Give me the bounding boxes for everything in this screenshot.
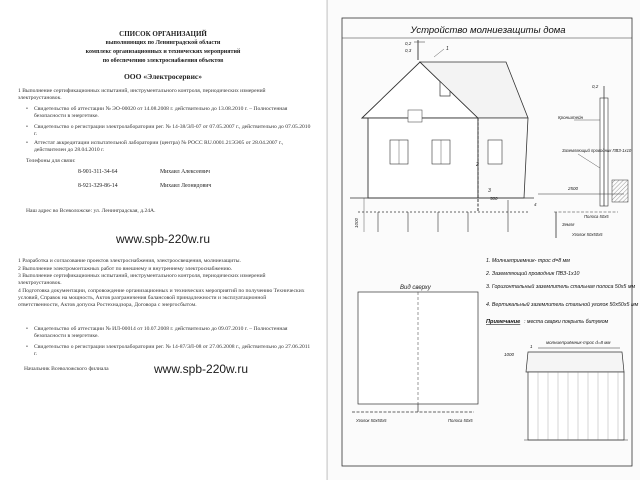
- attic-window: [408, 110, 422, 122]
- website-link[interactable]: www.spb-220w.ru: [154, 362, 249, 376]
- cert-item: • Аттестат аккредитации испытательной лаборатории (центра) № РОСС RU.0001.21ЭЭ05 от 28.04.2007 г., действителен до 28.04.2010 г.: [26, 140, 314, 154]
- dim-label: 0,3: [405, 48, 412, 53]
- rod-label: молниеприёмник-трос d=8 мм: [546, 340, 611, 345]
- house-side-wall: [478, 118, 528, 198]
- note-label: Примечание: [486, 319, 521, 325]
- title-line: выполняющих по Ленинградской области: [105, 40, 221, 46]
- callout-number: 2: [476, 162, 479, 168]
- soil-hatch: [612, 180, 628, 202]
- strip-label-plan: Полоса 50х5: [448, 418, 473, 423]
- legend-item: 2. Заземляющий проводник ПВЗ-1х10: [486, 271, 580, 277]
- cert-item: • Свидетельство об аттестации № ЭО-00020 от 14.08.2008 г. действительно до 13.08.2010 г. – Полностенная безопасности в энергетике.: [26, 106, 314, 120]
- dim-label: 1000: [354, 217, 359, 228]
- title-line: СПИСОК ОРГАНИЗАЦИЙ: [119, 30, 207, 38]
- phone-contact-name: Михаил Леонидович: [160, 183, 212, 189]
- small-house-roof: [526, 352, 624, 372]
- top-view-label: Вид сверху: [400, 285, 431, 291]
- dim-label: 2500: [568, 186, 579, 191]
- strip-label: Полоса 50х5: [584, 214, 609, 219]
- section1-item: 1 Выполнение сертификационных испытаний, инструментального контроля, периодических измерений электроустановок.: [18, 88, 266, 102]
- callout-number: 1: [446, 46, 449, 52]
- section2-item: 4 Подготовка документации, сопровождение организационных и технических мероприятий по получению Технических условий, Справок на мощность, Актов разграничения балансовой принадлежности и эксплуатационной ответственности, Актов допуска Ростехнадзора, Договора с энергосбытом.: [18, 288, 305, 309]
- phone-number: 8-921-329-86-14: [78, 183, 118, 189]
- phone-number: 8-901-311-34-64: [78, 169, 118, 175]
- lightning-protection-drawing: [328, 0, 640, 480]
- address-line: Наш адрес во Всеволожске: ул. Ленинградская, д.24А.: [26, 208, 156, 214]
- dim-label: 0,2: [592, 84, 599, 89]
- angle-label-plan: Уголок 50х50х5: [356, 418, 387, 423]
- phones-label: Телефоны для связи:: [26, 158, 76, 164]
- callout-number: 1: [530, 344, 533, 349]
- footer-signature-line: Начальник Всеволожского филиала: [24, 366, 109, 372]
- cert-item: • Свидетельство о регистрации электролаборатории рег. № 14-87/ЭЛ-08 от 27.06.2008 г., действительно до 27.06.2011 г.: [26, 344, 314, 358]
- title-line: комплекс организационных и технических мероприятий: [85, 49, 241, 55]
- list-title: [10, 30, 316, 66]
- title-line: по обеспечению электроснабжения объектов: [102, 58, 224, 64]
- drawing-title: Устройство молниезащиты дома: [410, 25, 566, 36]
- callout-number: 4: [534, 202, 537, 207]
- legend-item: 3. Горизонтальный заземлитель стальная полоса 50х5 мм: [486, 284, 636, 290]
- angle-label: Уголок 50х50х5: [572, 232, 603, 237]
- dim-label: 1000: [504, 352, 515, 357]
- cert-item: • Свидетельство о регистрации электролаборатории рег. № 14-38/ЭЛ-07 от 07.05.2007 г., действительно до 07.05.2010 г.: [26, 124, 314, 138]
- company-name: ООО «Электросервис»: [123, 72, 203, 81]
- dim-label: 0,2: [405, 41, 412, 46]
- legend-item: 4. Вертикальный заземлитель стальной уголок 50х50х5 мм: [486, 302, 639, 308]
- section2-item: 3 Выполнение сертификационных испытаний, инструментального контроля, периодических измерений электроустановок.: [18, 273, 266, 287]
- note-text: : места сварки покрыть битумом: [524, 319, 609, 325]
- section2-item: 1 Разработка и согласование проектов электроснабжения, электроосвещения, молниезащиты.: [18, 258, 241, 264]
- house-front-wall: [368, 118, 478, 198]
- bracket-label: Кронштейн: [558, 115, 584, 120]
- cert-item: • Свидетельство об аттестации № ИЛ-00014 от 10.07.2008 г. действительно до 09.07.2010 г. – Полностенная безопасности в энергетике.: [26, 326, 314, 340]
- ground-label: Земля: [562, 222, 575, 227]
- callout-number: 3: [488, 188, 491, 194]
- small-house-wall: [528, 372, 624, 440]
- section2-item: 2 Выполнение электромонтажных работ по внешнему и внутреннему электроснабжению.: [18, 266, 233, 272]
- legend-item: 1. Молниеприемник- трос d=8 мм: [486, 258, 570, 264]
- website-link[interactable]: www.spb-220w.ru: [116, 232, 211, 246]
- conductor-label: Заземляющий проводник ПВЗ-1х10: [562, 148, 632, 153]
- right-drawing-page: [327, 0, 640, 480]
- phone-contact-name: Михаил Алексеевич: [160, 169, 210, 175]
- side-window: [488, 140, 502, 164]
- dim-label: 500: [490, 196, 498, 201]
